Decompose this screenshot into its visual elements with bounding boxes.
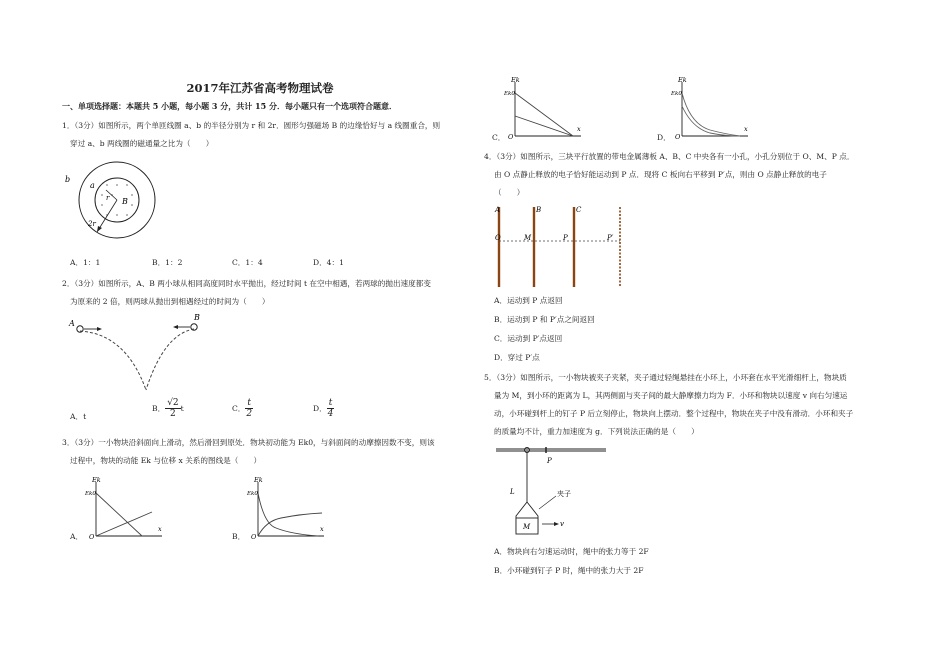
svg-text:O: O — [508, 133, 514, 140]
q5-option-a: A．物块向右匀速运动时，绳中的张力等于 2F — [494, 547, 649, 556]
q3-graph-c — [503, 76, 583, 140]
svg-text:x: x — [320, 525, 324, 533]
svg-text:O: O — [495, 234, 501, 242]
q3-graph-b — [246, 476, 326, 540]
q2-text-line1: 2．（3分）如图所示，A、B 两小球从相同高度同时水平抛出，经过时间 t 在空中相遇，若两球的抛出速度都变 — [62, 279, 431, 288]
label-B: B — [194, 313, 200, 322]
label-A: A — [69, 319, 75, 328]
trajectory-a — [80, 331, 146, 390]
q1-figure — [60, 160, 180, 240]
q1-text-line1: 1．（3分）如图所示，两个单匝线圈 a、b 的半径分别为 r 和 2r．圆形匀强磁场 B 的边缘恰好与 a 线圈重合，则 — [62, 121, 441, 130]
q1-option-c: C．1：4 — [232, 258, 263, 267]
q5-option-b: B．小环碰到钉子 P 时，绳中的张力大于 2F — [494, 566, 644, 575]
q3-option-b: B． — [232, 532, 246, 541]
q3-option-a: A． — [70, 532, 84, 541]
svg-text:Ek: Ek — [92, 476, 101, 484]
q4-option-b: B．运动到 P 和 P′点之间返回 — [494, 315, 595, 324]
q5-figure — [494, 444, 614, 540]
q2-option-b: B． $\frac{√2}{2}$ t — [152, 398, 184, 419]
q2-text-line2: 为原来的 2 倍，则两球从抛出到相遇经过的时间为（ ） — [70, 297, 270, 306]
q4-figure — [490, 203, 635, 289]
label-2r: 2r — [88, 220, 96, 228]
svg-text:O: O — [89, 533, 95, 540]
svg-text:A: A — [495, 206, 501, 214]
q4-option-a: A．运动到 P 点返回 — [494, 296, 563, 305]
svg-text:Ek: Ek — [511, 76, 520, 84]
q3-graph-a — [84, 476, 164, 540]
q4-text-line3: （ ） — [494, 188, 525, 197]
q3-option-c: C． — [492, 133, 506, 142]
svg-text:x: x — [744, 125, 748, 133]
label-B: B — [122, 197, 128, 206]
q2-option-a: A．t — [70, 412, 87, 421]
section-heading: 一、单项选择题：本题共 5 小题，每小题 3 分，共计 15 分．每小题只有一个选项符合题意． — [62, 101, 397, 111]
q2-option-c: C． $\frac{t}{2}$ — [232, 398, 253, 419]
q1-option-d: D．4：1 — [313, 258, 344, 267]
q1-text-line2: 穿过 a、b 两线圈的磁通量之比为（ ） — [70, 139, 214, 148]
label-a: a — [90, 181, 95, 190]
q5-text-line1: 5．（3分）如图所示，一小物块被夹子夹紧，夹子通过轻绳悬挂在小环上，小环套在水平光滑细杆上，物块质 — [484, 373, 847, 382]
svg-text:Ek0: Ek0 — [504, 91, 515, 97]
q4-text-line2: 由 O 点静止释放的电子恰好能运动到 P 点．现将 C 板向右平移到 P′点，则由 O 点静止释放的电子 — [494, 170, 827, 179]
svg-text:x: x — [158, 525, 162, 533]
q4-text-line1: 4．（3分）如图所示，三块平行放置的带电金属薄板 A、B、C 中央各有一小孔，小孔分别位于 O、M、P 点． — [484, 152, 855, 161]
q3-text-line1: 3．（3分）一小物块沿斜面向上滑动，然后滑回到原处．物块初动能为 Ek0，与斜面间的动摩擦因数不变，则该 — [62, 438, 435, 447]
trajectory-b — [146, 329, 194, 390]
q2-option-d: D． $\frac{t}{4}$ — [313, 398, 334, 419]
svg-text:C: C — [576, 206, 582, 214]
q3-option-d: D． — [657, 133, 671, 142]
svg-text:B: B — [536, 206, 542, 214]
q1-option-b: B．1：2 — [152, 258, 183, 267]
svg-text:M: M — [524, 234, 532, 242]
q5-text-line2: 量为 M，到小环的距离为 L，其两侧面与夹子间的最大静摩擦力均为 F．小环和物块以速度 v 向右匀速运 — [494, 391, 848, 400]
svg-text:Ek: Ek — [678, 76, 687, 84]
svg-text:夹子: 夹子 — [557, 490, 571, 498]
svg-text:P: P — [547, 457, 552, 465]
q1-option-a: A．1：1 — [70, 258, 101, 267]
label-b: b — [65, 175, 71, 184]
q3-graph-d — [670, 76, 750, 140]
svg-text:x: x — [577, 125, 581, 133]
label-r: r — [106, 194, 110, 202]
ring — [525, 448, 530, 453]
svg-text:P′: P′ — [607, 234, 614, 242]
svg-text:O: O — [675, 133, 681, 140]
paper-title: 2017年江苏省高考物理试卷 — [186, 81, 334, 95]
svg-text:Ek0: Ek0 — [247, 491, 258, 497]
svg-text:v: v — [560, 520, 564, 528]
q2-figure — [66, 312, 216, 394]
q4-option-d: D．穿过 P′点 — [494, 353, 540, 362]
svg-text:Ek0: Ek0 — [85, 491, 96, 497]
q4-option-c: C．运动到 P′点返回 — [494, 334, 563, 343]
svg-text:L: L — [510, 488, 515, 496]
svg-text:M: M — [523, 523, 531, 531]
q5-text-line4: 的质量均不计，重力加速度为 g．下列说法正确的是（ ） — [494, 427, 699, 436]
svg-text:P: P — [563, 234, 568, 242]
svg-text:Ek0: Ek0 — [671, 91, 682, 97]
svg-text:Ek: Ek — [254, 476, 263, 484]
svg-text:O: O — [251, 533, 257, 540]
q3-text-line2: 过程中，物块的动能 Ek 与位移 x 关系的图线是（ ） — [70, 456, 262, 465]
q5-text-line3: 动，小环碰到杆上的钉子 P 后立刻停止，物块向上摆动．整个过程中，物块在夹子中没有滑动．小环和夹子 — [494, 409, 854, 418]
